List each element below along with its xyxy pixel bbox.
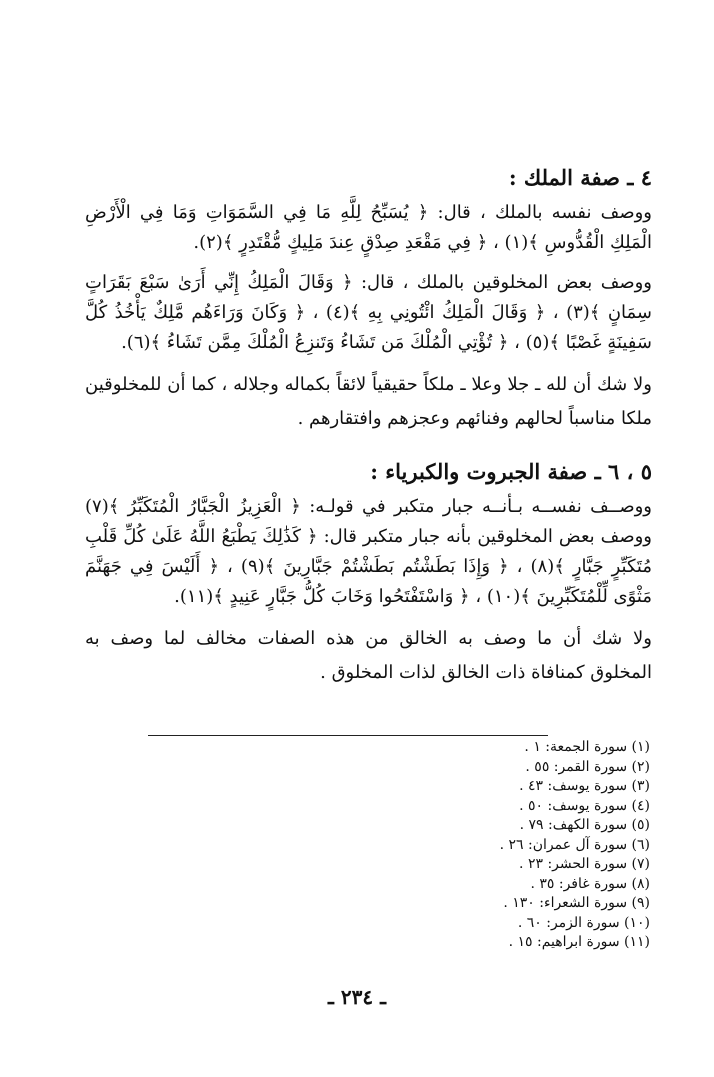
footnote: (١) سورة الجمعة: ١ . [524,739,650,755]
footnote: (٤) سورة يوسف: ٥٠ . [519,797,650,814]
footnote: (٥) سورة الكهف: ٧٩ . [519,817,650,833]
footnote: (٨) سورة غافر: ٣٥ . [530,875,650,892]
footnotes-list [310,738,650,953]
footnote: (٣) سورة يوسف: ٤٣ . [519,778,650,794]
main-text [85,158,652,706]
paragraph-jabarut-verses: ووصــف نفســه بـأنــه جبار متكبر في قولـه: ﴿ الْعَزِيزُ الْجَبَّارُ الْمُتَكَبِّرُ ﴾(٧) ووصف بعض المخلوقين بأنه جبار متكبر قال: ﴿ كَذَٰلِكَ يَطْبَعُ اللَّهُ عَلَىٰ كُلِّ قَلْبِ مُتَكَبِّرٍ جَبَّارٍ ﴾(٨) ، ﴿ وَإِذَا بَطَشْتُم بَطَشْتُمْ جَبَّارِينَ ﴾(٩) ، ﴿ أَلَيْسَ فِي جَهَنَّمَ مَثْوًى لِّلْمُتَكَبِّرِينَ ﴾(١٠) ، ﴿ وَاسْتَفْتَحُوا وَخَابَ كُلُّ جَبَّارٍ عَنِيدٍ ﴾(١١). [85,496,652,607]
footnote-divider [148,735,548,736]
footnote: (٧) سورة الحشر: ٢٣ . [519,856,650,872]
paragraph-creatures-king: ووصف بعض المخلوقين بالملك ، قال: ﴿ وَقَالَ الْمَلِكُ إِنِّي أَرَىٰ سَبْعَ بَقَرَاتٍ سِمَانٍ ﴾(٣) ، ﴿ وَقَالَ الْمَلِكُ ائْتُونِي بِهِ ﴾(٤) ، ﴿ وَكَانَ وَرَاءَهُم مَّلِكٌ يَأْخُذُ كُلَّ سَفِينَةٍ غَصْبًا ﴾(٥) ، ﴿ تُؤْتِي الْمُلْكَ مَن تَشَاءُ وَتَنزِعُ الْمُلْكَ مِمَّن تَشَاءُ ﴾(٦). [85,272,653,353]
paragraph-self-description-king: ووصف نفسه بالملك ، قال: ﴿ يُسَبِّحُ لِلَّهِ مَا فِي السَّمَوَاتِ وَمَا فِي الْأَرْضِ الْمَلِكِ الْقُدُّوسِ ﴾(١) ، ﴿ فِي مَقْعَدِ صِدْقٍ عِندَ مَلِيكٍ مُّقْتَدِرٍ ﴾(٢). [85,202,652,253]
paragraph-conclusion-king: ولا شك أن لله ـ جلا وعلا ـ ملكاً حقيقياً لائقاً بكماله وجلاله ، كما أن للمخلوقين ملكا مناسباً لحالهم وفنائهم وعجزهم وافتقارهم . [85,374,652,429]
footnote: (٦) سورة آل عمران: ٢٦ . [499,836,650,853]
section-heading-king: ٤ ـ صفة الملك : [508,165,652,190]
page-number: ـ ٢٣٤ ـ [328,985,386,1009]
section-heading-jabarut: ٥ ، ٦ ـ صفة الجبروت والكبرياء : [370,459,652,484]
footnote: (١١) سورة ابراهيم: ١٥ . [508,934,650,950]
footnote: (٢) سورة القمر: ٥٥ . [525,758,650,775]
footnote: (٩) سورة الشعراء: ١٣٠ . [503,895,650,911]
footnote: (١٠) سورة الزمر: ٦٠ . [517,914,650,931]
paragraph-conclusion-jabarut: ولا شك أن ما وصف به الخالق من هذه الصفات مخالف لما وصف به المخلوق كمنافاة ذات الخالق لذات المخلوق . [85,628,652,683]
